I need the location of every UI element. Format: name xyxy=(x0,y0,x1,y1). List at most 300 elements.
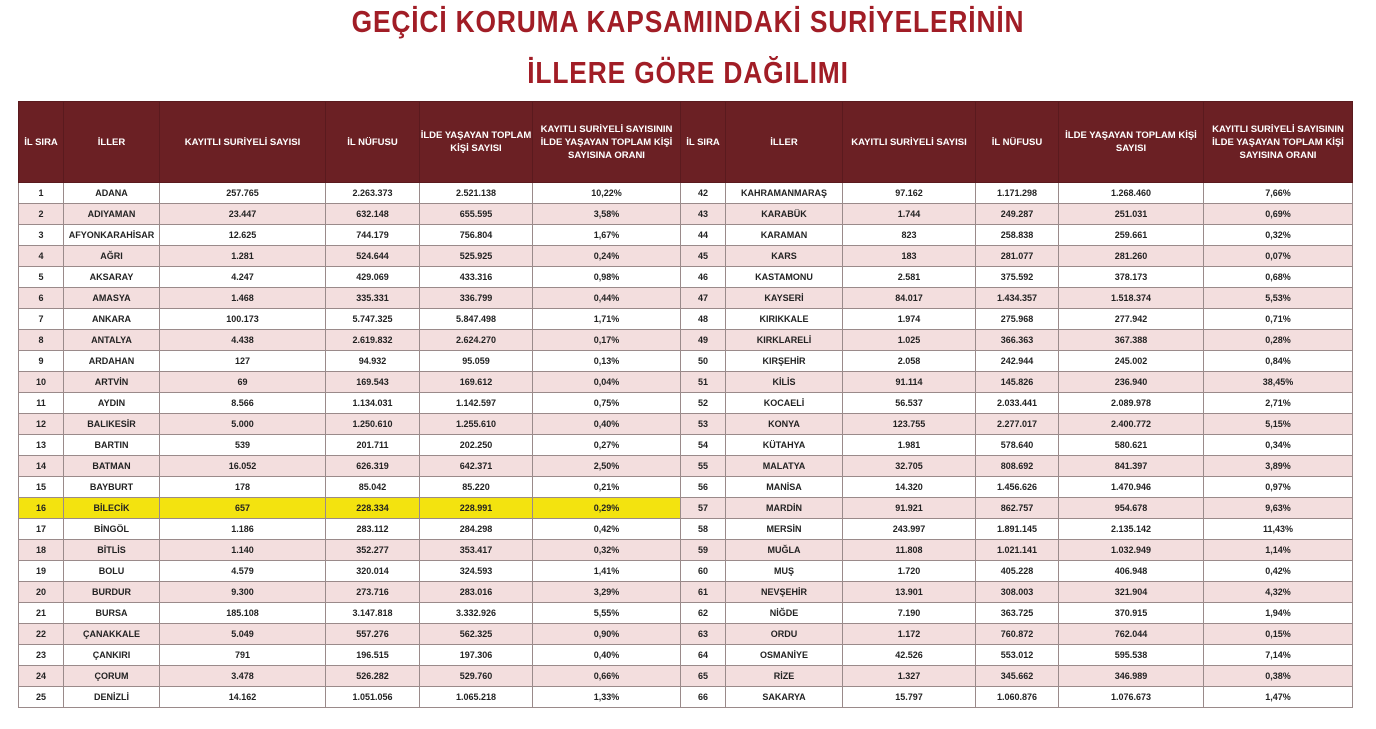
cell-il-sira: 19 xyxy=(19,561,64,582)
cell-il-nufusu: 405.228 xyxy=(976,561,1059,582)
table-row xyxy=(19,666,1353,687)
cell-il: RİZE xyxy=(726,666,843,687)
cell-toplam-kisi: 95.059 xyxy=(420,351,533,372)
cell-oran: 0,32% xyxy=(533,540,681,561)
cell-il-nufusu: 366.363 xyxy=(976,330,1059,351)
cell-toplam-kisi: 642.371 xyxy=(420,456,533,477)
cell-kayitli-suriyeli: 7.190 xyxy=(843,603,976,624)
cell-il: BİTLİS xyxy=(64,540,160,561)
cell-il-sira: 63 xyxy=(681,624,726,645)
cell-il-nufusu: 1.434.357 xyxy=(976,288,1059,309)
cell-il-sira: 4 xyxy=(19,246,64,267)
header-il-sira-right: İL SIRA xyxy=(681,102,726,183)
cell-il-sira: 42 xyxy=(681,183,726,204)
cell-il-nufusu: 85.042 xyxy=(326,477,420,498)
cell-kayitli-suriyeli: 3.478 xyxy=(160,666,326,687)
cell-il-nufusu: 1.250.610 xyxy=(326,414,420,435)
cell-il: MERSİN xyxy=(726,519,843,540)
cell-kayitli-suriyeli: 1.281 xyxy=(160,246,326,267)
cell-oran: 10,22% xyxy=(533,183,681,204)
cell-il-nufusu: 249.287 xyxy=(976,204,1059,225)
header-iller-left: İLLER xyxy=(64,102,160,183)
table-header-row xyxy=(19,102,1353,183)
page-title-line2: İLLERE GÖRE DAĞILIMI xyxy=(527,55,849,90)
cell-il-sira: 48 xyxy=(681,309,726,330)
cell-il-nufusu: 744.179 xyxy=(326,225,420,246)
cell-il-nufusu: 760.872 xyxy=(976,624,1059,645)
cell-kayitli-suriyeli: 1.981 xyxy=(843,435,976,456)
cell-oran: 1,33% xyxy=(533,687,681,708)
cell-kayitli-suriyeli: 23.447 xyxy=(160,204,326,225)
cell-toplam-kisi: 1.032.949 xyxy=(1059,540,1204,561)
cell-il: BURSA xyxy=(64,603,160,624)
cell-oran: 0,34% xyxy=(1204,435,1353,456)
table-row xyxy=(19,414,1353,435)
cell-il: DENİZLİ xyxy=(64,687,160,708)
table-row xyxy=(19,204,1353,225)
cell-oran: 0,69% xyxy=(1204,204,1353,225)
cell-toplam-kisi: 1.076.673 xyxy=(1059,687,1204,708)
cell-toplam-kisi: 251.031 xyxy=(1059,204,1204,225)
cell-il: KARABÜK xyxy=(726,204,843,225)
cell-oran: 1,47% xyxy=(1204,687,1353,708)
table-row xyxy=(19,183,1353,204)
cell-il: KIRŞEHİR xyxy=(726,351,843,372)
table-row xyxy=(19,288,1353,309)
cell-il-nufusu: 1.051.056 xyxy=(326,687,420,708)
cell-toplam-kisi: 5.847.498 xyxy=(420,309,533,330)
cell-il: AYDIN xyxy=(64,393,160,414)
cell-il-sira: 44 xyxy=(681,225,726,246)
cell-il: AKSARAY xyxy=(64,267,160,288)
cell-il-nufusu: 375.592 xyxy=(976,267,1059,288)
cell-toplam-kisi: 85.220 xyxy=(420,477,533,498)
cell-il: ADANA xyxy=(64,183,160,204)
cell-toplam-kisi: 1.268.460 xyxy=(1059,183,1204,204)
cell-toplam-kisi: 281.260 xyxy=(1059,246,1204,267)
cell-il-nufusu: 273.716 xyxy=(326,582,420,603)
cell-kayitli-suriyeli: 1.720 xyxy=(843,561,976,582)
cell-il-nufusu: 335.331 xyxy=(326,288,420,309)
cell-il-sira: 25 xyxy=(19,687,64,708)
cell-kayitli-suriyeli: 9.300 xyxy=(160,582,326,603)
cell-oran: 0,27% xyxy=(533,435,681,456)
table-body xyxy=(19,183,1353,708)
cell-kayitli-suriyeli: 1.186 xyxy=(160,519,326,540)
cell-toplam-kisi: 367.388 xyxy=(1059,330,1204,351)
table-row xyxy=(19,498,1353,519)
cell-il: KIRKLARELİ xyxy=(726,330,843,351)
cell-il-nufusu: 363.725 xyxy=(976,603,1059,624)
cell-il-nufusu: 2.033.441 xyxy=(976,393,1059,414)
cell-il: KAYSERİ xyxy=(726,288,843,309)
cell-oran: 0,68% xyxy=(1204,267,1353,288)
cell-kayitli-suriyeli: 5.049 xyxy=(160,624,326,645)
cell-toplam-kisi: 283.016 xyxy=(420,582,533,603)
cell-il-nufusu: 196.515 xyxy=(326,645,420,666)
cell-toplam-kisi: 562.325 xyxy=(420,624,533,645)
cell-oran: 0,97% xyxy=(1204,477,1353,498)
cell-il-nufusu: 578.640 xyxy=(976,435,1059,456)
header-il-nufusu-left: İL NÜFUSU xyxy=(326,102,420,183)
cell-il-sira: 55 xyxy=(681,456,726,477)
province-distribution-table xyxy=(18,101,1353,708)
cell-kayitli-suriyeli: 42.526 xyxy=(843,645,976,666)
cell-toplam-kisi: 525.925 xyxy=(420,246,533,267)
cell-kayitli-suriyeli: 823 xyxy=(843,225,976,246)
cell-kayitli-suriyeli: 2.058 xyxy=(843,351,976,372)
cell-kayitli-suriyeli: 1.140 xyxy=(160,540,326,561)
cell-toplam-kisi: 197.306 xyxy=(420,645,533,666)
cell-il-sira: 61 xyxy=(681,582,726,603)
cell-kayitli-suriyeli: 5.000 xyxy=(160,414,326,435)
header-kayitli-suriyeli-left: KAYITLI SURİYELİ SAYISI xyxy=(160,102,326,183)
header-toplam-kisi-left: İLDE YAŞAYAN TOPLAM KİŞİ SAYISI xyxy=(420,102,533,183)
cell-kayitli-suriyeli: 1.327 xyxy=(843,666,976,687)
cell-il-sira: 53 xyxy=(681,414,726,435)
cell-toplam-kisi: 3.332.926 xyxy=(420,603,533,624)
cell-il: ÇANAKKALE xyxy=(64,624,160,645)
cell-il: ÇORUM xyxy=(64,666,160,687)
header-il-sira-left: İL SIRA xyxy=(19,102,64,183)
cell-oran: 1,67% xyxy=(533,225,681,246)
cell-oran: 4,32% xyxy=(1204,582,1353,603)
cell-toplam-kisi: 259.661 xyxy=(1059,225,1204,246)
cell-oran: 2,50% xyxy=(533,456,681,477)
cell-il: AĞRI xyxy=(64,246,160,267)
cell-oran: 0,32% xyxy=(1204,225,1353,246)
header-il-nufusu-right: İL NÜFUSU xyxy=(976,102,1059,183)
table-row xyxy=(19,582,1353,603)
cell-kayitli-suriyeli: 178 xyxy=(160,477,326,498)
table-row xyxy=(19,519,1353,540)
cell-kayitli-suriyeli: 8.566 xyxy=(160,393,326,414)
cell-il: KONYA xyxy=(726,414,843,435)
cell-oran: 0,29% xyxy=(533,498,681,519)
cell-toplam-kisi: 841.397 xyxy=(1059,456,1204,477)
cell-il: SAKARYA xyxy=(726,687,843,708)
cell-oran: 1,14% xyxy=(1204,540,1353,561)
cell-il-sira: 14 xyxy=(19,456,64,477)
cell-il-sira: 50 xyxy=(681,351,726,372)
cell-kayitli-suriyeli: 183 xyxy=(843,246,976,267)
cell-il: NİĞDE xyxy=(726,603,843,624)
cell-toplam-kisi: 655.595 xyxy=(420,204,533,225)
cell-il-sira: 13 xyxy=(19,435,64,456)
cell-il: BALIKESİR xyxy=(64,414,160,435)
table-row xyxy=(19,246,1353,267)
table-row xyxy=(19,225,1353,246)
cell-kayitli-suriyeli: 257.765 xyxy=(160,183,326,204)
cell-kayitli-suriyeli: 14.320 xyxy=(843,477,976,498)
header-kayitli-suriyeli-right: KAYITLI SURİYELİ SAYISI xyxy=(843,102,976,183)
cell-il-sira: 17 xyxy=(19,519,64,540)
cell-oran: 5,55% xyxy=(533,603,681,624)
cell-toplam-kisi: 2.135.142 xyxy=(1059,519,1204,540)
cell-il-sira: 59 xyxy=(681,540,726,561)
cell-il-nufusu: 352.277 xyxy=(326,540,420,561)
cell-il-sira: 58 xyxy=(681,519,726,540)
cell-il-sira: 51 xyxy=(681,372,726,393)
cell-il: AFYONKARAHİSAR xyxy=(64,225,160,246)
cell-oran: 7,66% xyxy=(1204,183,1353,204)
cell-il-sira: 21 xyxy=(19,603,64,624)
cell-toplam-kisi: 1.142.597 xyxy=(420,393,533,414)
cell-kayitli-suriyeli: 1.172 xyxy=(843,624,976,645)
cell-il-sira: 5 xyxy=(19,267,64,288)
cell-kayitli-suriyeli: 1.025 xyxy=(843,330,976,351)
cell-kayitli-suriyeli: 127 xyxy=(160,351,326,372)
cell-il: KARAMAN xyxy=(726,225,843,246)
cell-il-nufusu: 320.014 xyxy=(326,561,420,582)
cell-il-sira: 15 xyxy=(19,477,64,498)
cell-toplam-kisi: 277.942 xyxy=(1059,309,1204,330)
cell-oran: 0,71% xyxy=(1204,309,1353,330)
cell-oran: 0,04% xyxy=(533,372,681,393)
header-oran-right: KAYITLI SURİYELİ SAYISININ İLDE YAŞAYAN TOPLAM KİŞİ SAYISINA ORANI xyxy=(1204,102,1353,183)
table-row xyxy=(19,645,1353,666)
cell-il-nufusu: 626.319 xyxy=(326,456,420,477)
cell-il: NEVŞEHİR xyxy=(726,582,843,603)
cell-kayitli-suriyeli: 15.797 xyxy=(843,687,976,708)
cell-oran: 1,71% xyxy=(533,309,681,330)
table-row xyxy=(19,267,1353,288)
cell-il-nufusu: 308.003 xyxy=(976,582,1059,603)
cell-il-nufusu: 526.282 xyxy=(326,666,420,687)
cell-oran: 0,42% xyxy=(533,519,681,540)
cell-il-sira: 10 xyxy=(19,372,64,393)
cell-toplam-kisi: 321.904 xyxy=(1059,582,1204,603)
cell-il-nufusu: 524.644 xyxy=(326,246,420,267)
cell-oran: 0,17% xyxy=(533,330,681,351)
cell-il-nufusu: 145.826 xyxy=(976,372,1059,393)
cell-oran: 1,41% xyxy=(533,561,681,582)
cell-il-sira: 9 xyxy=(19,351,64,372)
cell-il-nufusu: 258.838 xyxy=(976,225,1059,246)
cell-oran: 3,58% xyxy=(533,204,681,225)
cell-toplam-kisi: 954.678 xyxy=(1059,498,1204,519)
cell-toplam-kisi: 529.760 xyxy=(420,666,533,687)
cell-il-nufusu: 1.134.031 xyxy=(326,393,420,414)
cell-il: KÜTAHYA xyxy=(726,435,843,456)
cell-oran: 0,07% xyxy=(1204,246,1353,267)
cell-oran: 0,66% xyxy=(533,666,681,687)
cell-il: MUŞ xyxy=(726,561,843,582)
cell-oran: 0,42% xyxy=(1204,561,1353,582)
cell-oran: 7,14% xyxy=(1204,645,1353,666)
cell-kayitli-suriyeli: 4.438 xyxy=(160,330,326,351)
cell-oran: 0,98% xyxy=(533,267,681,288)
cell-il: KAHRAMANMARAŞ xyxy=(726,183,843,204)
header-iller-right: İLLER xyxy=(726,102,843,183)
cell-il-sira: 65 xyxy=(681,666,726,687)
cell-toplam-kisi: 406.948 xyxy=(1059,561,1204,582)
cell-il: BİNGÖL xyxy=(64,519,160,540)
cell-il: ÇANKIRI xyxy=(64,645,160,666)
cell-il: MARDİN xyxy=(726,498,843,519)
cell-toplam-kisi: 378.173 xyxy=(1059,267,1204,288)
cell-oran: 2,71% xyxy=(1204,393,1353,414)
cell-il-nufusu: 2.277.017 xyxy=(976,414,1059,435)
cell-oran: 38,45% xyxy=(1204,372,1353,393)
cell-il-nufusu: 345.662 xyxy=(976,666,1059,687)
cell-kayitli-suriyeli: 539 xyxy=(160,435,326,456)
table-row xyxy=(19,393,1353,414)
cell-il-nufusu: 5.747.325 xyxy=(326,309,420,330)
cell-il-nufusu: 242.944 xyxy=(976,351,1059,372)
cell-oran: 3,89% xyxy=(1204,456,1353,477)
cell-il-nufusu: 94.932 xyxy=(326,351,420,372)
table-row xyxy=(19,540,1353,561)
cell-kayitli-suriyeli: 14.162 xyxy=(160,687,326,708)
cell-il-nufusu: 201.711 xyxy=(326,435,420,456)
table-row xyxy=(19,309,1353,330)
cell-oran: 0,40% xyxy=(533,645,681,666)
cell-oran: 5,15% xyxy=(1204,414,1353,435)
cell-toplam-kisi: 1.470.946 xyxy=(1059,477,1204,498)
cell-il-sira: 1 xyxy=(19,183,64,204)
table-row xyxy=(19,351,1353,372)
cell-il-sira: 43 xyxy=(681,204,726,225)
cell-kayitli-suriyeli: 4.579 xyxy=(160,561,326,582)
cell-il-nufusu: 1.891.145 xyxy=(976,519,1059,540)
cell-il-nufusu: 283.112 xyxy=(326,519,420,540)
cell-il-nufusu: 3.147.818 xyxy=(326,603,420,624)
cell-kayitli-suriyeli: 185.108 xyxy=(160,603,326,624)
cell-oran: 0,75% xyxy=(533,393,681,414)
cell-il-sira: 8 xyxy=(19,330,64,351)
cell-il-nufusu: 632.148 xyxy=(326,204,420,225)
table-row xyxy=(19,435,1353,456)
cell-toplam-kisi: 2.089.978 xyxy=(1059,393,1204,414)
cell-il-sira: 49 xyxy=(681,330,726,351)
cell-il-sira: 16 xyxy=(19,498,64,519)
cell-kayitli-suriyeli: 100.173 xyxy=(160,309,326,330)
cell-toplam-kisi: 595.538 xyxy=(1059,645,1204,666)
cell-il-sira: 54 xyxy=(681,435,726,456)
cell-oran: 0,24% xyxy=(533,246,681,267)
cell-il-sira: 2 xyxy=(19,204,64,225)
cell-il: KOCAELİ xyxy=(726,393,843,414)
cell-toplam-kisi: 1.518.374 xyxy=(1059,288,1204,309)
cell-kayitli-suriyeli: 1.468 xyxy=(160,288,326,309)
cell-il-sira: 7 xyxy=(19,309,64,330)
cell-il: BOLU xyxy=(64,561,160,582)
cell-il: KARS xyxy=(726,246,843,267)
cell-oran: 5,53% xyxy=(1204,288,1353,309)
cell-il-nufusu: 2.263.373 xyxy=(326,183,420,204)
cell-kayitli-suriyeli: 12.625 xyxy=(160,225,326,246)
cell-il: BİLECİK xyxy=(64,498,160,519)
cell-il-nufusu: 1.456.626 xyxy=(976,477,1059,498)
cell-kayitli-suriyeli: 16.052 xyxy=(160,456,326,477)
cell-toplam-kisi: 1.255.610 xyxy=(420,414,533,435)
cell-il-nufusu: 281.077 xyxy=(976,246,1059,267)
cell-il-nufusu: 275.968 xyxy=(976,309,1059,330)
cell-toplam-kisi: 284.298 xyxy=(420,519,533,540)
cell-oran: 0,28% xyxy=(1204,330,1353,351)
cell-il: MUĞLA xyxy=(726,540,843,561)
cell-il-nufusu: 429.069 xyxy=(326,267,420,288)
cell-kayitli-suriyeli: 1.744 xyxy=(843,204,976,225)
cell-il: ARDAHAN xyxy=(64,351,160,372)
cell-il: ORDU xyxy=(726,624,843,645)
cell-oran: 1,94% xyxy=(1204,603,1353,624)
cell-il-sira: 20 xyxy=(19,582,64,603)
cell-il-sira: 64 xyxy=(681,645,726,666)
cell-oran: 0,84% xyxy=(1204,351,1353,372)
cell-toplam-kisi: 2.624.270 xyxy=(420,330,533,351)
cell-kayitli-suriyeli: 791 xyxy=(160,645,326,666)
cell-oran: 0,13% xyxy=(533,351,681,372)
cell-kayitli-suriyeli: 2.581 xyxy=(843,267,976,288)
cell-il-sira: 12 xyxy=(19,414,64,435)
cell-il-sira: 45 xyxy=(681,246,726,267)
cell-toplam-kisi: 245.002 xyxy=(1059,351,1204,372)
table-row xyxy=(19,603,1353,624)
cell-il: BAYBURT xyxy=(64,477,160,498)
cell-il-nufusu: 808.692 xyxy=(976,456,1059,477)
cell-kayitli-suriyeli: 243.997 xyxy=(843,519,976,540)
cell-toplam-kisi: 2.400.772 xyxy=(1059,414,1204,435)
cell-il-nufusu: 2.619.832 xyxy=(326,330,420,351)
cell-kayitli-suriyeli: 91.921 xyxy=(843,498,976,519)
cell-toplam-kisi: 169.612 xyxy=(420,372,533,393)
cell-il-sira: 6 xyxy=(19,288,64,309)
header-toplam-kisi-right: İLDE YAŞAYAN TOPLAM KİŞİ SAYISI xyxy=(1059,102,1204,183)
cell-il: ARTVİN xyxy=(64,372,160,393)
cell-il: OSMANİYE xyxy=(726,645,843,666)
cell-kayitli-suriyeli: 123.755 xyxy=(843,414,976,435)
cell-kayitli-suriyeli: 657 xyxy=(160,498,326,519)
cell-toplam-kisi: 1.065.218 xyxy=(420,687,533,708)
cell-il-sira: 23 xyxy=(19,645,64,666)
cell-toplam-kisi: 324.593 xyxy=(420,561,533,582)
table-row xyxy=(19,456,1353,477)
cell-il-sira: 66 xyxy=(681,687,726,708)
table-row xyxy=(19,624,1353,645)
cell-toplam-kisi: 228.991 xyxy=(420,498,533,519)
cell-il-sira: 47 xyxy=(681,288,726,309)
cell-il-sira: 22 xyxy=(19,624,64,645)
cell-il: MALATYA xyxy=(726,456,843,477)
cell-toplam-kisi: 756.804 xyxy=(420,225,533,246)
cell-kayitli-suriyeli: 56.537 xyxy=(843,393,976,414)
cell-toplam-kisi: 433.316 xyxy=(420,267,533,288)
cell-oran: 0,44% xyxy=(533,288,681,309)
cell-il-nufusu: 228.334 xyxy=(326,498,420,519)
cell-il: KASTAMONU xyxy=(726,267,843,288)
cell-toplam-kisi: 336.799 xyxy=(420,288,533,309)
cell-toplam-kisi: 236.940 xyxy=(1059,372,1204,393)
cell-il: MANİSA xyxy=(726,477,843,498)
header-oran-left: KAYITLI SURİYELİ SAYISININ İLDE YAŞAYAN TOPLAM KİŞİ SAYISINA ORANI xyxy=(533,102,681,183)
cell-il-nufusu: 553.012 xyxy=(976,645,1059,666)
cell-il: ANKARA xyxy=(64,309,160,330)
cell-il-sira: 56 xyxy=(681,477,726,498)
cell-toplam-kisi: 370.915 xyxy=(1059,603,1204,624)
cell-oran: 3,29% xyxy=(533,582,681,603)
cell-toplam-kisi: 580.621 xyxy=(1059,435,1204,456)
table-row xyxy=(19,561,1353,582)
cell-kayitli-suriyeli: 1.974 xyxy=(843,309,976,330)
cell-oran: 0,40% xyxy=(533,414,681,435)
cell-il-nufusu: 169.543 xyxy=(326,372,420,393)
cell-il-sira: 11 xyxy=(19,393,64,414)
cell-il: BARTIN xyxy=(64,435,160,456)
cell-toplam-kisi: 2.521.138 xyxy=(420,183,533,204)
cell-il-nufusu: 1.060.876 xyxy=(976,687,1059,708)
